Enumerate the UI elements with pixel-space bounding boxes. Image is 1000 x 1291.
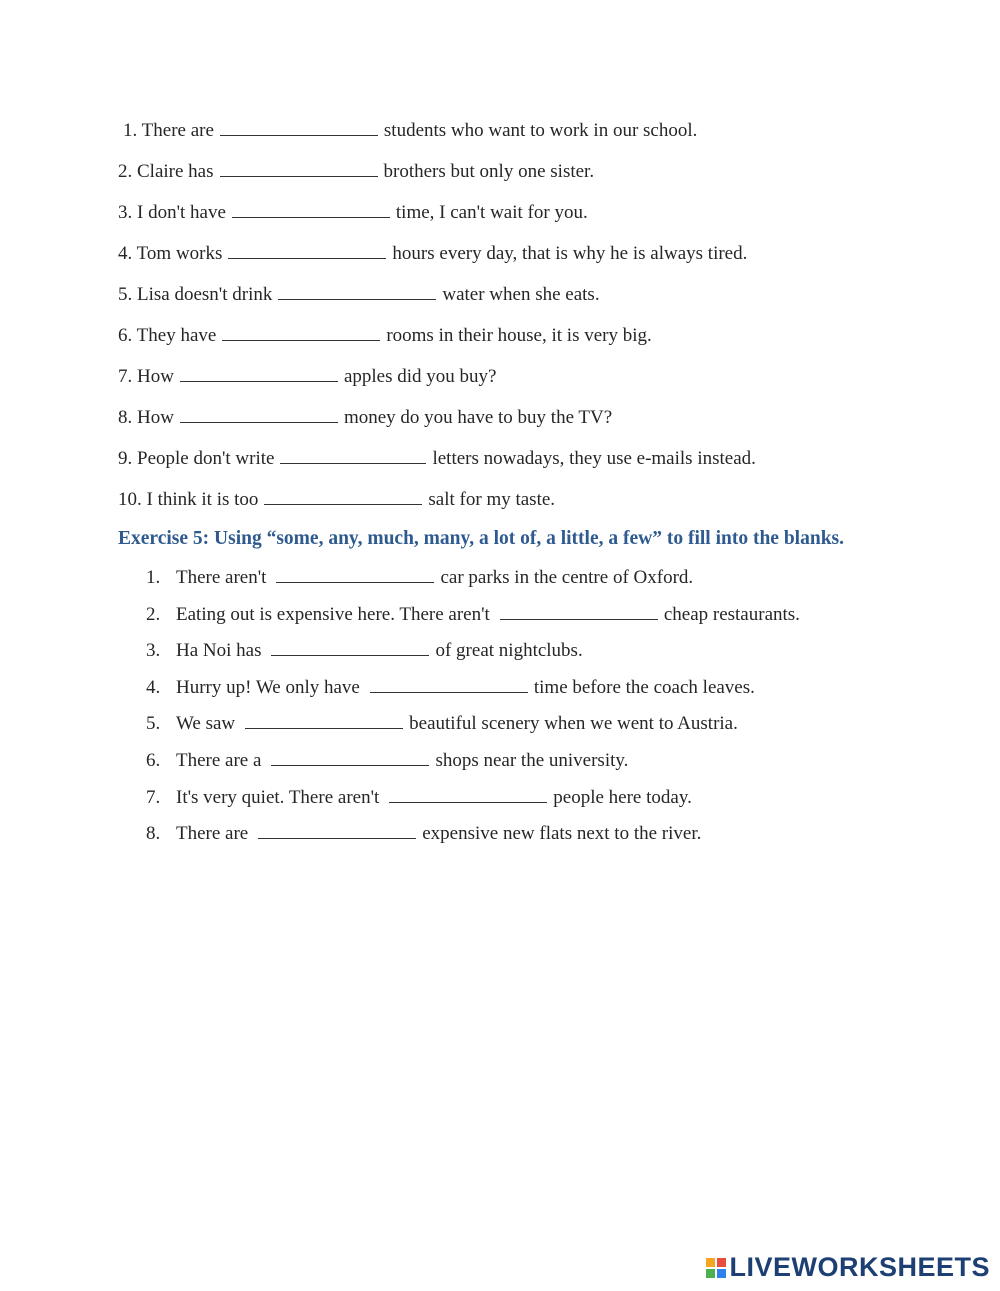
answer-blank[interactable] [500,602,658,620]
list-item: 6. They have rooms in their house, it is very big. [118,325,652,346]
answer-blank[interactable] [222,323,380,341]
answer-blank[interactable] [370,675,528,693]
list-item: 1. There are students who want to work in our school. [123,120,698,141]
list-item: 4. Hurry up! We only have time before the coach leaves. [146,677,755,698]
list-item: 7. How apples did you buy? [118,366,497,387]
answer-blank[interactable] [220,159,378,177]
answer-blank[interactable] [389,785,547,803]
answer-blank[interactable] [258,821,416,839]
answer-blank[interactable] [180,405,338,423]
answer-blank[interactable] [180,364,338,382]
list-item: 5. Lisa doesn't drink water when she eats. [118,284,600,305]
logo-squares-icon [706,1258,726,1278]
answer-blank[interactable] [271,638,429,656]
list-item: 5. We saw beautiful scenery when we went to Austria. [146,713,738,734]
list-item: 2. Claire has brothers but only one sister. [118,161,595,182]
answer-blank[interactable] [271,748,429,766]
list-item: 8. How money do you have to buy the TV? [118,407,613,428]
list-item: 8. There are expensive new flats next to the river. [146,823,702,844]
list-item: 1. There aren't car parks in the centre of Oxford. [146,567,694,588]
answer-blank[interactable] [278,282,436,300]
logo-text: LIVEWORKSHEETS [729,1252,990,1282]
answer-blank[interactable] [276,565,434,583]
list-item: 6. There are a shops near the university. [146,750,629,771]
list-item: 10. I think it is too salt for my taste. [118,489,556,510]
answer-blank[interactable] [232,200,390,218]
answer-blank[interactable] [264,487,422,505]
answer-blank[interactable] [228,241,386,259]
liveworksheets-logo [706,1252,990,1283]
answer-blank[interactable] [220,118,378,136]
answer-blank[interactable] [280,446,426,464]
list-item: 4. Tom works hours every day, that is why he is always tired. [118,243,748,264]
exercise-5-heading: Exercise 5: Using “some, any, much, many, a lot of, a little, a few” to fill into the blanks. [118,528,845,549]
list-item: 3. Ha Noi has of great nightclubs. [146,640,583,661]
list-item: 7. It's very quiet. There aren't people here today. [146,787,692,808]
list-item: 9. People don't write letters nowadays, they use e-mails instead. [118,448,756,469]
answer-blank[interactable] [245,711,403,729]
list-item: 3. I don't have time, I can't wait for you. [118,202,588,223]
list-item: 2. Eating out is expensive here. There aren't cheap restaurants. [146,604,800,625]
